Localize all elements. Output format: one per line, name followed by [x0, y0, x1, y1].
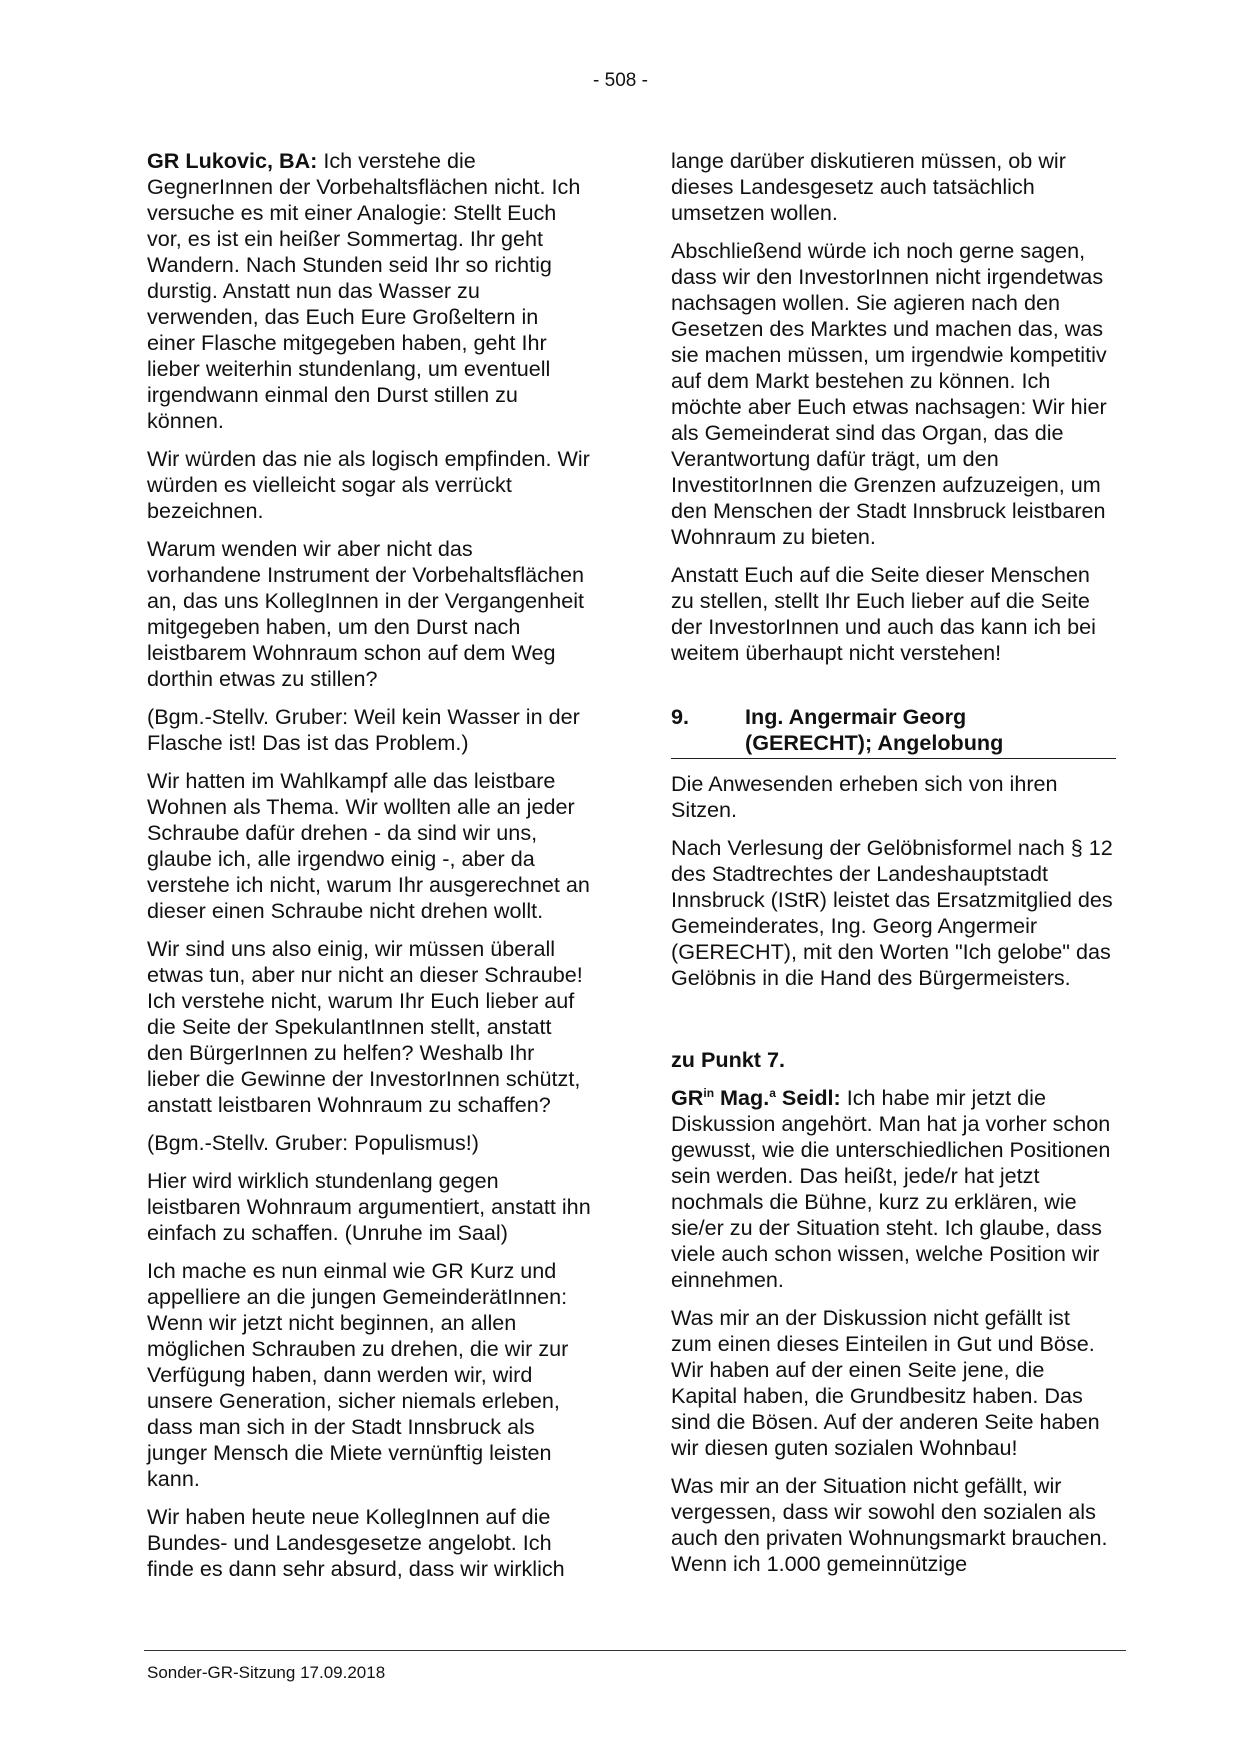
footer-divider: [144, 1650, 1126, 1651]
section-number: 9.: [671, 704, 690, 729]
page-number: - 508 -: [593, 70, 648, 91]
paragraph: Wir haben heute neue KollegInnen auf die Bundes- und Landesgesetze angelobt. Ich finde es dann sehr absurd, dass wir wirklich: [147, 1504, 565, 1581]
speaker-prefix: GR: [671, 1085, 704, 1110]
paragraph: Wir sind uns also einig, wir müssen überall etwas tun, aber nur nicht an dieser Schraube! Ich verstehe nicht, warum Ihr Euch lieber auf die Seite der SpekulantInnen stellt, anstatt den BürgerInnen zu helfen? Weshalb Ihr lieber die Gewinne der InvestorInnen schützt, anstatt leistbaren Wohnraum zu schaffen?: [147, 936, 583, 1117]
paragraph: Abschließend würde ich noch gerne sagen, dass wir den InvestorInnen nicht irgendetwas nachsagen wollen. Sie agieren nach den Gesetzen des Marktes und machen das, was sie machen müssen, um irgendwie kompetitiv auf dem Markt bestehen zu können. Ich möchte aber Euch etwas nachsagen: Wir hier als Gemeinderat sind das Organ, das die Verantwortung dafür trägt, um den InvestitorInnen die Grenzen aufzuzeigen, um den Menschen der Stadt Innsbruck leistbaren Wohnraum zu bieten.: [671, 238, 1107, 549]
speaker-superscript: in: [703, 1085, 715, 1100]
paragraph: Nach Verlesung der Gelöbnisformel nach § 12 des Stadtrechtes der Landeshauptstadt Innsbruck (IStR) leistet das Ersatzmitglied des Gemeinderates, Ing. Georg Angermeir (GERECHT), mit den Worten "Ich gelobe" das Gelöbnis in die Hand des Bürgermeisters.: [671, 835, 1113, 990]
speaker-name: GR Lukovic, BA:: [147, 148, 318, 173]
left-column: [147, 148, 592, 1594]
paragraph: Die Anwesenden erheben sich von ihren Sitzen.: [671, 771, 1058, 822]
right-column: [671, 148, 1116, 1589]
footer-text: Sonder-GR-Sitzung 17.09.2018: [147, 1663, 386, 1682]
paragraph-text: Ich habe mir jetzt die Diskussion angehört. Man hat ja vorher schon gewusst, wie die unterschiedlichen Positionen sein werden. Das heißt, jede/r hat jetzt nochmals die Bühne, kurz zu erklären, wie sie/er zu der Situation steht. Ich glaube, dass viele auch schon wissen, welche Position wir einnehmen.: [671, 1085, 1111, 1292]
speaker-superscript: a: [769, 1085, 776, 1100]
paragraph: Wir würden das nie als logisch empfinden. Wir würden es vielleicht sogar als verrückt bezeichnen.: [147, 446, 590, 523]
paragraph: Was mir an der Diskussion nicht gefällt ist zum einen dieses Einteilen in Gut und Böse. Wir haben auf der einen Seite jene, die Kapital haben, die Grundbesitz haben. Das sind die Bösen. Auf der anderen Seite haben wir diesen guten sozialen Wohnbau!: [671, 1305, 1100, 1460]
interjection: (Bgm.-Stellv. Gruber: Weil kein Wasser in der Flasche ist! Das ist das Problem.): [147, 704, 580, 755]
paragraph: Hier wird wirklich stundenlang gegen leistbaren Wohnraum argumentiert, anstatt ihn einfach zu schaffen. (Unruhe im Saal): [147, 1168, 591, 1245]
interjection: (Bgm.-Stellv. Gruber: Populismus!): [147, 1130, 479, 1155]
paragraph: Ich mache es nun einmal wie GR Kurz und appelliere an die jungen GemeinderätInnen: Wenn wir jetzt nicht beginnen, an allen möglichen Schrauben zu drehen, die wir zur Verfügung haben, dann werden wir, wird unsere Generation, sicher niemals erleben, dass man sich in der Stadt Innsbruck als junger Mensch die Miete vernünftig leisten kann.: [147, 1258, 569, 1491]
speaker-surname: Seidl:: [775, 1085, 841, 1110]
section-heading: [671, 704, 1116, 759]
paragraph: lange darüber diskutieren müssen, ob wir dieses Landesgesetz auch tatsächlich umsetzen wollen.: [671, 148, 1066, 225]
paragraph: Wir hatten im Wahlkampf alle das leistbare Wohnen als Thema. Wir wollten alle an jeder Schraube dafür drehen - da sind wir uns, glaube ich, alle irgendwo einig -, aber da verstehe ich nicht, warum Ihr ausgerechnet an dieser einen Schraube nicht drehen wollt.: [147, 768, 590, 923]
paragraph: Was mir an der Situation nicht gefällt, wir vergessen, dass wir sowohl den sozialen als auch den privaten Wohnungsmarkt brauchen. Wenn ich 1.000 gemeinnützige: [671, 1473, 1108, 1576]
subheading: zu Punkt 7.: [671, 1047, 785, 1072]
section-title: Ing. Angermair Georg (GERECHT); Angelobung: [745, 704, 1004, 755]
paragraph-text: Ich verstehe die GegnerInnen der Vorbehaltsflächen nicht. Ich versuche es mit einer Analogie: Stellt Euch vor, es ist ein heißer Sommertag. Ihr geht Wandern. Nach Stunden seid Ihr so richtig durstig. Anstatt nun das Wasser zu verwenden, das Euch Eure Großeltern in einer Flasche mitgegeben haben, geht Ihr lieber weiterhin stundenlang, um eventuell irgendwann einmal den Durst stillen zu können.: [147, 148, 581, 433]
speaker-title: Mag.: [714, 1085, 770, 1110]
paragraph: Warum wenden wir aber nicht das vorhandene Instrument der Vorbehaltsflächen an, das uns KollegInnen in der Vergangenheit mitgegeben haben, um den Durst nach leistbarem Wohnraum schon auf dem Weg dorthin etwas zu stillen?: [147, 536, 585, 691]
paragraph: Anstatt Euch auf die Seite dieser Menschen zu stellen, stellt Ihr Euch lieber auf die Seite der InvestorInnen und auch das kann ich bei weitem überhaupt nicht verstehen!: [671, 562, 1096, 665]
paragraph: [671, 1085, 1116, 1293]
paragraph: [147, 148, 592, 434]
speaker-name: [671, 1085, 841, 1110]
